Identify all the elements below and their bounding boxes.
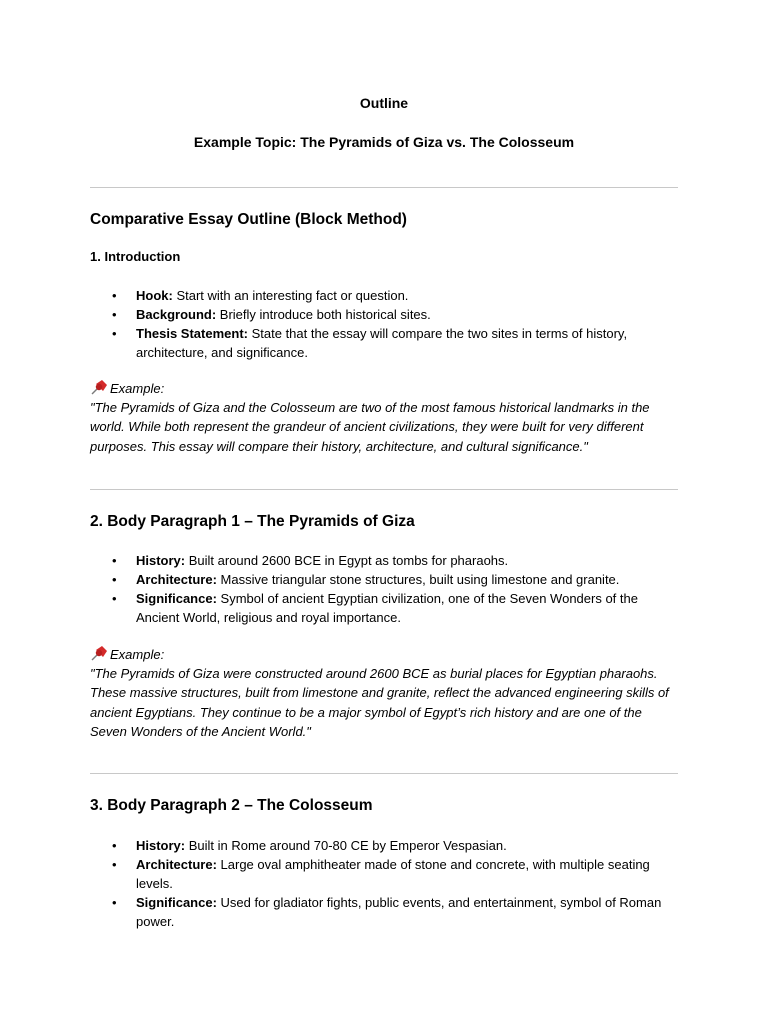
item-text: Large oval amphitheater made of stone and concrete, with multiple seating levels. (136, 857, 650, 891)
list-item (90, 551, 678, 570)
list-item (90, 286, 678, 305)
item-label: Background: (136, 307, 217, 322)
item-text: Massive triangular stone structures, built using limestone and granite. (216, 572, 620, 587)
list-item (90, 855, 678, 893)
divider (90, 187, 678, 188)
body1-example (90, 645, 678, 741)
example-text: "The Pyramids of Giza were constructed around 2600 BCE as burial places for Egyptian pharaohs. These massive structures, built from limestone and granite, reflect the advanced engineering skills of ancient Egyptians. They continue to be a major symbol of Egypt’s rich history and are one of the Seven Wonders of the Ancient World." (90, 666, 669, 739)
example-label: Example: (110, 647, 165, 662)
item-label: Architecture: (136, 572, 217, 587)
topic-title: Example Topic: The Pyramids of Giza vs. The Colosseum (193, 134, 575, 150)
intro-example (90, 379, 678, 456)
body1-list (90, 551, 678, 627)
divider (90, 489, 678, 490)
pushpin-icon (90, 379, 108, 395)
body2-heading: 3. Body Paragraph 2 – The Colosseum (90, 797, 373, 814)
body1-heading: 2. Body Paragraph 1 – The Pyramids of Giza (90, 513, 415, 530)
list-item (90, 305, 678, 324)
item-label: Significance: (136, 895, 217, 910)
body2-list (90, 836, 678, 931)
intro-list (90, 286, 678, 362)
list-item (90, 570, 678, 589)
item-text: Symbol of ancient Egyptian civilization, one of the Seven Wonders of the Ancient World, religious and royal importance. (136, 591, 638, 625)
list-item (90, 836, 678, 855)
example-text: "The Pyramids of Giza and the Colosseum are two of the most famous historical landmarks in the world. While both represent the grandeur of ancient civilizations, they were built for very different purposes. This essay will compare their history, architecture, and cultural significance." (90, 400, 650, 454)
outline-heading: Comparative Essay Outline (Block Method) (90, 211, 407, 228)
item-text: Start with an interesting fact or question. (172, 288, 409, 303)
item-text: State that the essay will compare the two sites in terms of history, architecture, and significance. (136, 326, 628, 360)
example-label: Example: (110, 381, 165, 396)
item-label: Architecture: (136, 857, 217, 872)
item-text: Used for gladiator fights, public events, and entertainment, symbol of Roman power. (136, 895, 662, 929)
item-text: Built in Rome around 70-80 CE by Emperor Vespasian. (185, 838, 507, 853)
item-text: Built around 2600 BCE in Egypt as tombs for pharaohs. (185, 553, 509, 568)
pushpin-icon (90, 645, 108, 661)
item-label: History: (136, 553, 186, 568)
item-label: Hook: (136, 288, 173, 303)
page-title: Outline (359, 95, 409, 111)
item-label: History: (136, 838, 186, 853)
list-item (90, 589, 678, 627)
intro-heading: 1. Introduction (90, 249, 181, 264)
list-item (90, 324, 678, 362)
item-label: Significance: (136, 591, 217, 606)
item-text: Briefly introduce both historical sites. (216, 307, 431, 322)
list-item (90, 893, 678, 931)
item-label: Thesis Statement: (136, 326, 248, 341)
divider (90, 773, 678, 774)
